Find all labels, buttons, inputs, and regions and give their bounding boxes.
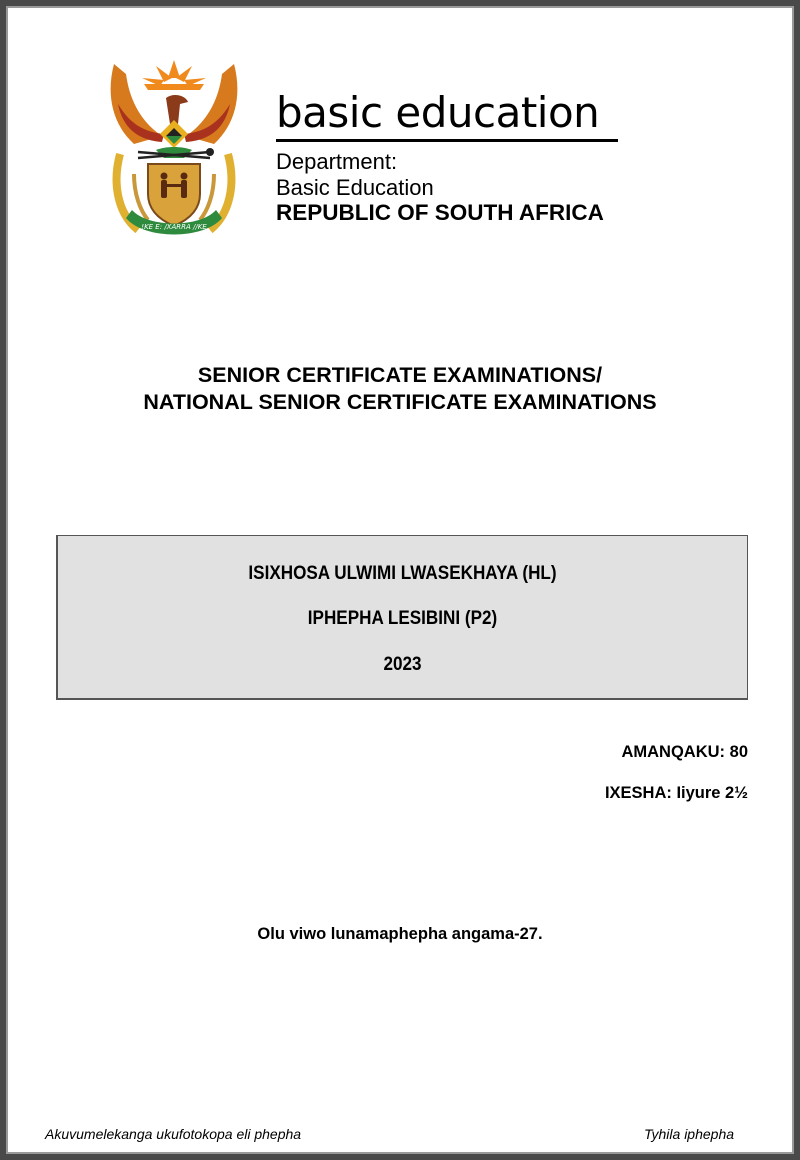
subject-title: ISIXHOSA ULWIMI LWASEKHAYA (HL): [248, 563, 557, 584]
paper-number: IPHEPHA LESIBINI (P2): [307, 608, 498, 629]
coat-of-arms-icon: [104, 54, 244, 242]
brand-divider: [276, 139, 618, 142]
brand-title: basic education: [276, 88, 600, 137]
exam-heading-line-2: NATIONAL SENIOR CERTIFICATE EXAMINATIONS: [143, 390, 657, 414]
subject-box: [56, 535, 748, 700]
svg-text:!KE E: /XARRA //KE: !KE E: /XARRA //KE: [141, 223, 207, 231]
department-label: Department:: [276, 149, 398, 174]
turn-page-note: Tyhila iphepha: [644, 1126, 735, 1142]
time-label: IXESHA: Iiyure 2½: [604, 784, 748, 802]
page-count-note: Olu viwo lunamaphepha angama-27.: [257, 925, 543, 943]
exam-year: 2023: [383, 654, 422, 675]
marks-label: AMANQAKU: 80: [621, 743, 748, 761]
country-name: REPUBLIC OF SOUTH AFRICA: [276, 200, 604, 225]
exam-heading-line-1: SENIOR CERTIFICATE EXAMINATIONS/: [197, 363, 603, 387]
copyright-notice: Akuvumelekanga ukufotokopa eli phepha: [45, 1126, 302, 1142]
department-name: Basic Education: [276, 175, 434, 200]
